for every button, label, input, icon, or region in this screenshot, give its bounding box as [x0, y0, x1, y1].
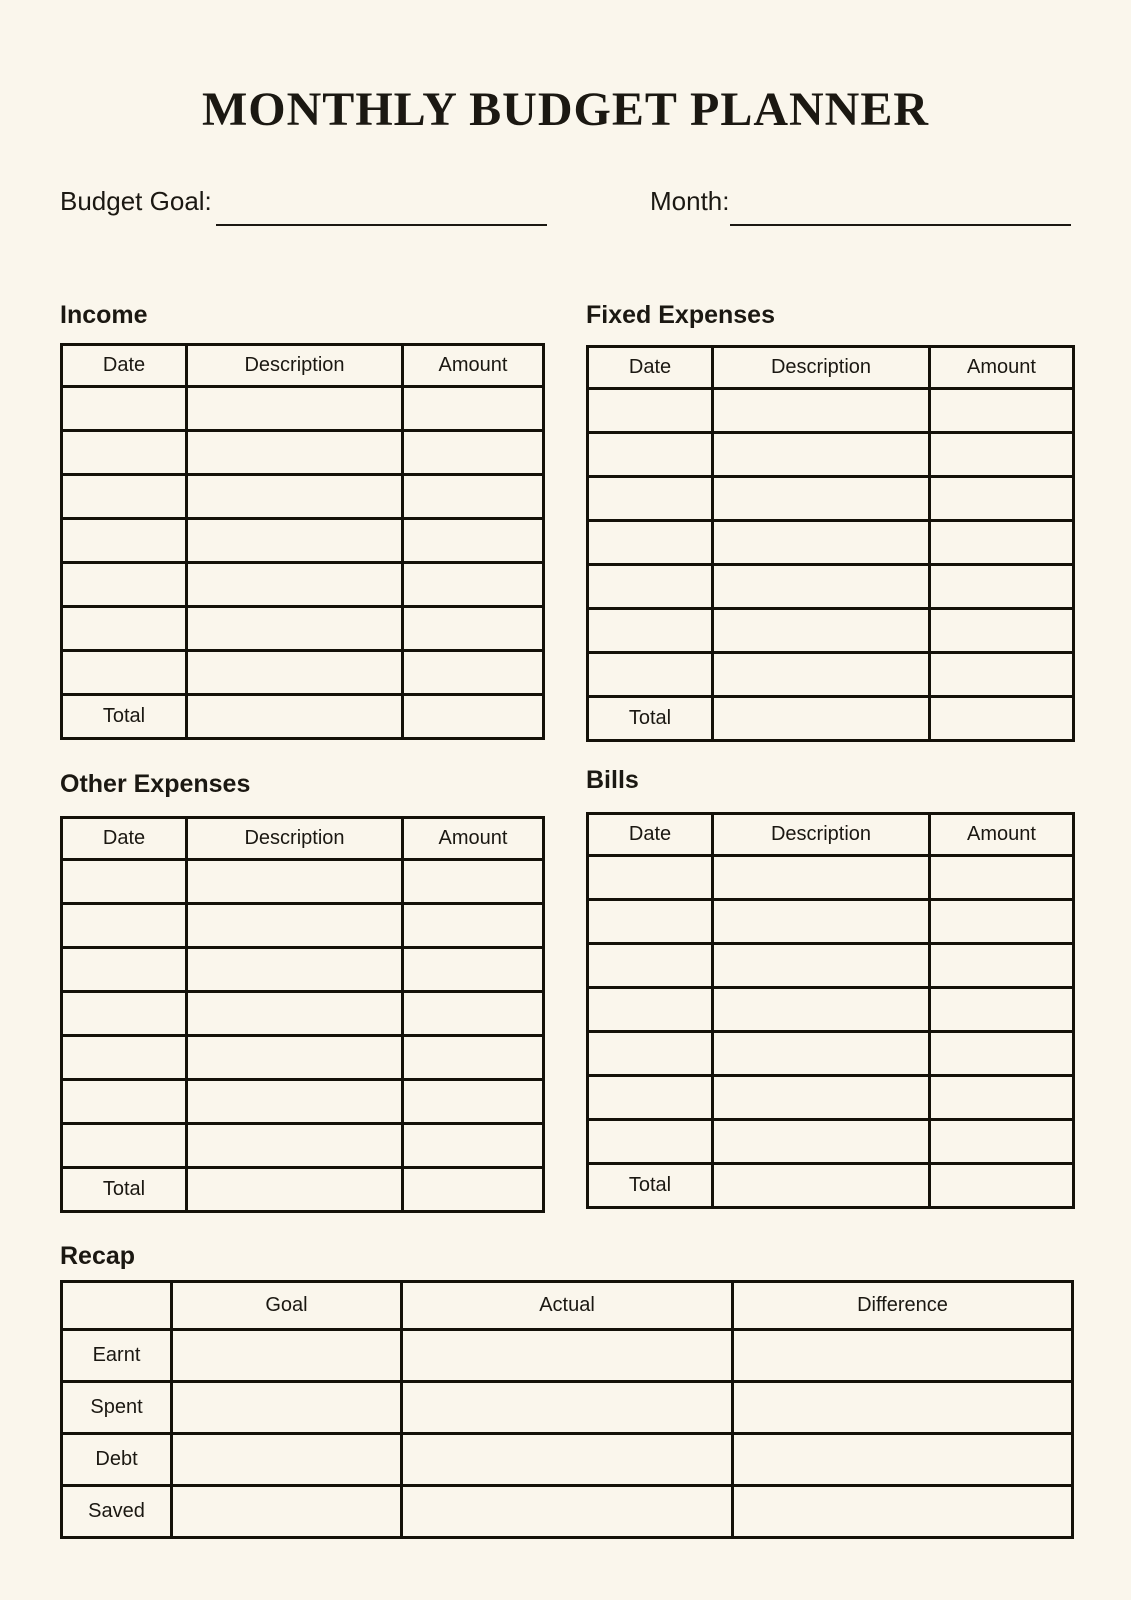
amount-cell[interactable]: [930, 389, 1074, 433]
description-cell[interactable]: [187, 431, 403, 475]
description-cell[interactable]: [187, 519, 403, 563]
column-header-description: Description: [187, 818, 403, 860]
total-label: Total: [588, 1164, 713, 1208]
column-header-amount: Amount: [930, 814, 1074, 856]
other-expenses-header-row: [62, 818, 544, 860]
income-row: [62, 387, 544, 431]
date-cell[interactable]: [62, 431, 187, 475]
date-cell[interactable]: [588, 1120, 713, 1164]
date-cell[interactable]: [62, 519, 187, 563]
date-cell[interactable]: [62, 475, 187, 519]
amount-cell[interactable]: [403, 607, 544, 651]
column-header-amount: Amount: [403, 818, 544, 860]
description-cell[interactable]: [187, 860, 403, 904]
date-cell[interactable]: [62, 904, 187, 948]
amount-cell[interactable]: [403, 563, 544, 607]
amount-cell[interactable]: [930, 1032, 1074, 1076]
month-input-line[interactable]: [730, 194, 1071, 226]
income-row: [62, 651, 544, 695]
income-section-heading: Income: [60, 301, 148, 329]
description-cell[interactable]: [713, 1032, 930, 1076]
description-cell[interactable]: [713, 1120, 930, 1164]
amount-cell[interactable]: [403, 651, 544, 695]
date-cell[interactable]: [588, 1032, 713, 1076]
description-cell[interactable]: [187, 992, 403, 1036]
bills-row: [588, 944, 1074, 988]
amount-cell[interactable]: [403, 519, 544, 563]
other-expenses-row: [62, 992, 544, 1036]
date-cell[interactable]: [588, 1076, 713, 1120]
description-cell[interactable]: [713, 521, 930, 565]
date-cell[interactable]: [588, 477, 713, 521]
amount-cell[interactable]: [403, 904, 544, 948]
income-row: [62, 431, 544, 475]
description-cell[interactable]: [187, 651, 403, 695]
actual-cell[interactable]: [402, 1330, 733, 1382]
fixed-expenses-total-row: [588, 697, 1074, 741]
amount-cell[interactable]: [403, 992, 544, 1036]
fixed-expenses-row: [588, 565, 1074, 609]
other-expenses-row: [62, 904, 544, 948]
other-expenses-row: [62, 1124, 544, 1168]
income-row: [62, 475, 544, 519]
difference-cell[interactable]: [733, 1330, 1073, 1382]
actual-cell[interactable]: [402, 1486, 733, 1538]
amount-cell[interactable]: [930, 900, 1074, 944]
description-cell[interactable]: [713, 653, 930, 697]
total-label: Total: [62, 1168, 187, 1212]
fixed-expenses-row: [588, 477, 1074, 521]
date-cell[interactable]: [62, 607, 187, 651]
total-description-cell[interactable]: [713, 697, 930, 741]
date-cell[interactable]: [588, 565, 713, 609]
column-header-description: Description: [187, 345, 403, 387]
amount-cell[interactable]: [403, 387, 544, 431]
row-label: Saved: [62, 1486, 172, 1538]
goal-cell[interactable]: [172, 1434, 402, 1486]
amount-cell[interactable]: [930, 988, 1074, 1032]
bills-row: [588, 856, 1074, 900]
budget-goal-label: Budget Goal:: [60, 186, 212, 216]
description-cell[interactable]: [187, 1036, 403, 1080]
bills-total-row: [588, 1164, 1074, 1208]
fixed-expenses-row: [588, 609, 1074, 653]
amount-cell[interactable]: [930, 521, 1074, 565]
description-cell[interactable]: [187, 948, 403, 992]
date-cell[interactable]: [588, 433, 713, 477]
other-expenses-row: [62, 948, 544, 992]
recap-corner-cell: [62, 1282, 172, 1330]
column-header-amount: Amount: [403, 345, 544, 387]
date-cell[interactable]: [62, 1036, 187, 1080]
fixed-expenses-table: [586, 345, 1075, 742]
bills-row: [588, 1120, 1074, 1164]
fixed-expenses-row: [588, 653, 1074, 697]
income-row: [62, 519, 544, 563]
total-description-cell[interactable]: [187, 1168, 403, 1212]
description-cell[interactable]: [713, 1076, 930, 1120]
amount-cell[interactable]: [930, 653, 1074, 697]
description-cell[interactable]: [713, 988, 930, 1032]
bills-row: [588, 1076, 1074, 1120]
page-title: MONTHLY BUDGET PLANNER: [202, 83, 929, 136]
income-row: [62, 607, 544, 651]
amount-cell[interactable]: [403, 1124, 544, 1168]
other-expenses-row: [62, 1036, 544, 1080]
other-expenses-section-heading: Other Expenses: [60, 770, 251, 798]
description-cell[interactable]: [713, 565, 930, 609]
date-cell[interactable]: [62, 387, 187, 431]
description-cell[interactable]: [713, 477, 930, 521]
total-amount-cell[interactable]: [403, 695, 544, 739]
goal-cell[interactable]: [172, 1382, 402, 1434]
recap-row-spent: [62, 1382, 1073, 1434]
column-header-date: Date: [588, 814, 713, 856]
total-label: Total: [588, 697, 713, 741]
date-cell[interactable]: [588, 900, 713, 944]
amount-cell[interactable]: [930, 477, 1074, 521]
recap-row-debt: [62, 1434, 1073, 1486]
description-cell[interactable]: [713, 609, 930, 653]
bills-row: [588, 900, 1074, 944]
date-cell[interactable]: [62, 651, 187, 695]
description-cell[interactable]: [713, 856, 930, 900]
amount-cell[interactable]: [930, 944, 1074, 988]
column-header-date: Date: [62, 818, 187, 860]
amount-cell[interactable]: [930, 609, 1074, 653]
recap-header-row: [62, 1282, 1073, 1330]
difference-cell[interactable]: [733, 1434, 1073, 1486]
bills-section-heading: Bills: [586, 766, 639, 794]
amount-cell[interactable]: [403, 1080, 544, 1124]
amount-cell[interactable]: [403, 475, 544, 519]
description-cell[interactable]: [187, 904, 403, 948]
description-cell[interactable]: [187, 387, 403, 431]
amount-cell[interactable]: [403, 1036, 544, 1080]
description-cell[interactable]: [713, 944, 930, 988]
fixed-expenses-header-row: [588, 347, 1074, 389]
column-header-difference: Difference: [733, 1282, 1073, 1330]
description-cell[interactable]: [187, 475, 403, 519]
difference-cell[interactable]: [733, 1382, 1073, 1434]
actual-cell[interactable]: [402, 1382, 733, 1434]
amount-cell[interactable]: [403, 431, 544, 475]
amount-cell[interactable]: [403, 860, 544, 904]
other-expenses-row: [62, 860, 544, 904]
date-cell[interactable]: [588, 653, 713, 697]
date-cell[interactable]: [588, 389, 713, 433]
amount-cell[interactable]: [930, 565, 1074, 609]
other-expenses-total-row: [62, 1168, 544, 1212]
date-cell[interactable]: [588, 988, 713, 1032]
description-cell[interactable]: [713, 389, 930, 433]
description-cell[interactable]: [713, 433, 930, 477]
bills-header-row: [588, 814, 1074, 856]
date-cell[interactable]: [588, 856, 713, 900]
date-cell[interactable]: [62, 1080, 187, 1124]
description-cell[interactable]: [713, 900, 930, 944]
amount-cell[interactable]: [930, 433, 1074, 477]
total-label: Total: [62, 695, 187, 739]
date-cell[interactable]: [62, 860, 187, 904]
recap-table: [60, 1280, 1074, 1539]
income-table: [60, 343, 545, 740]
column-header-description: Description: [713, 814, 930, 856]
date-cell[interactable]: [62, 992, 187, 1036]
description-cell[interactable]: [187, 607, 403, 651]
month-label: Month:: [650, 186, 730, 216]
budget-goal-input-line[interactable]: [216, 194, 547, 226]
fixed-expenses-section-heading: Fixed Expenses: [586, 301, 775, 329]
recap-row-saved: [62, 1486, 1073, 1538]
goal-cell[interactable]: [172, 1486, 402, 1538]
amount-cell[interactable]: [930, 856, 1074, 900]
description-cell[interactable]: [187, 1124, 403, 1168]
difference-cell[interactable]: [733, 1486, 1073, 1538]
date-cell[interactable]: [62, 563, 187, 607]
bills-row: [588, 988, 1074, 1032]
row-label: Debt: [62, 1434, 172, 1486]
row-label: Earnt: [62, 1330, 172, 1382]
date-cell[interactable]: [588, 521, 713, 565]
recap-section-heading: Recap: [60, 1242, 136, 1270]
column-header-description: Description: [713, 347, 930, 389]
date-cell[interactable]: [588, 609, 713, 653]
date-cell[interactable]: [588, 944, 713, 988]
other-expenses-row: [62, 1080, 544, 1124]
total-amount-cell[interactable]: [930, 697, 1074, 741]
column-header-actual: Actual: [402, 1282, 733, 1330]
description-cell[interactable]: [187, 1080, 403, 1124]
income-header-row: [62, 345, 544, 387]
goal-cell[interactable]: [172, 1330, 402, 1382]
total-description-cell[interactable]: [713, 1164, 930, 1208]
income-row: [62, 563, 544, 607]
total-amount-cell[interactable]: [930, 1164, 1074, 1208]
row-label: Spent: [62, 1382, 172, 1434]
column-header-goal: Goal: [172, 1282, 402, 1330]
column-header-date: Date: [62, 345, 187, 387]
total-amount-cell[interactable]: [403, 1168, 544, 1212]
fixed-expenses-row: [588, 389, 1074, 433]
date-cell[interactable]: [62, 948, 187, 992]
date-cell[interactable]: [62, 1124, 187, 1168]
income-total-row: [62, 695, 544, 739]
fixed-expenses-row: [588, 521, 1074, 565]
amount-cell[interactable]: [403, 948, 544, 992]
actual-cell[interactable]: [402, 1434, 733, 1486]
column-header-date: Date: [588, 347, 713, 389]
recap-row-earnt: [62, 1330, 1073, 1382]
description-cell[interactable]: [187, 563, 403, 607]
amount-cell[interactable]: [930, 1120, 1074, 1164]
bills-table: [586, 812, 1075, 1209]
bills-row: [588, 1032, 1074, 1076]
column-header-amount: Amount: [930, 347, 1074, 389]
fixed-expenses-row: [588, 433, 1074, 477]
other-expenses-table: [60, 816, 545, 1213]
total-description-cell[interactable]: [187, 695, 403, 739]
amount-cell[interactable]: [930, 1076, 1074, 1120]
